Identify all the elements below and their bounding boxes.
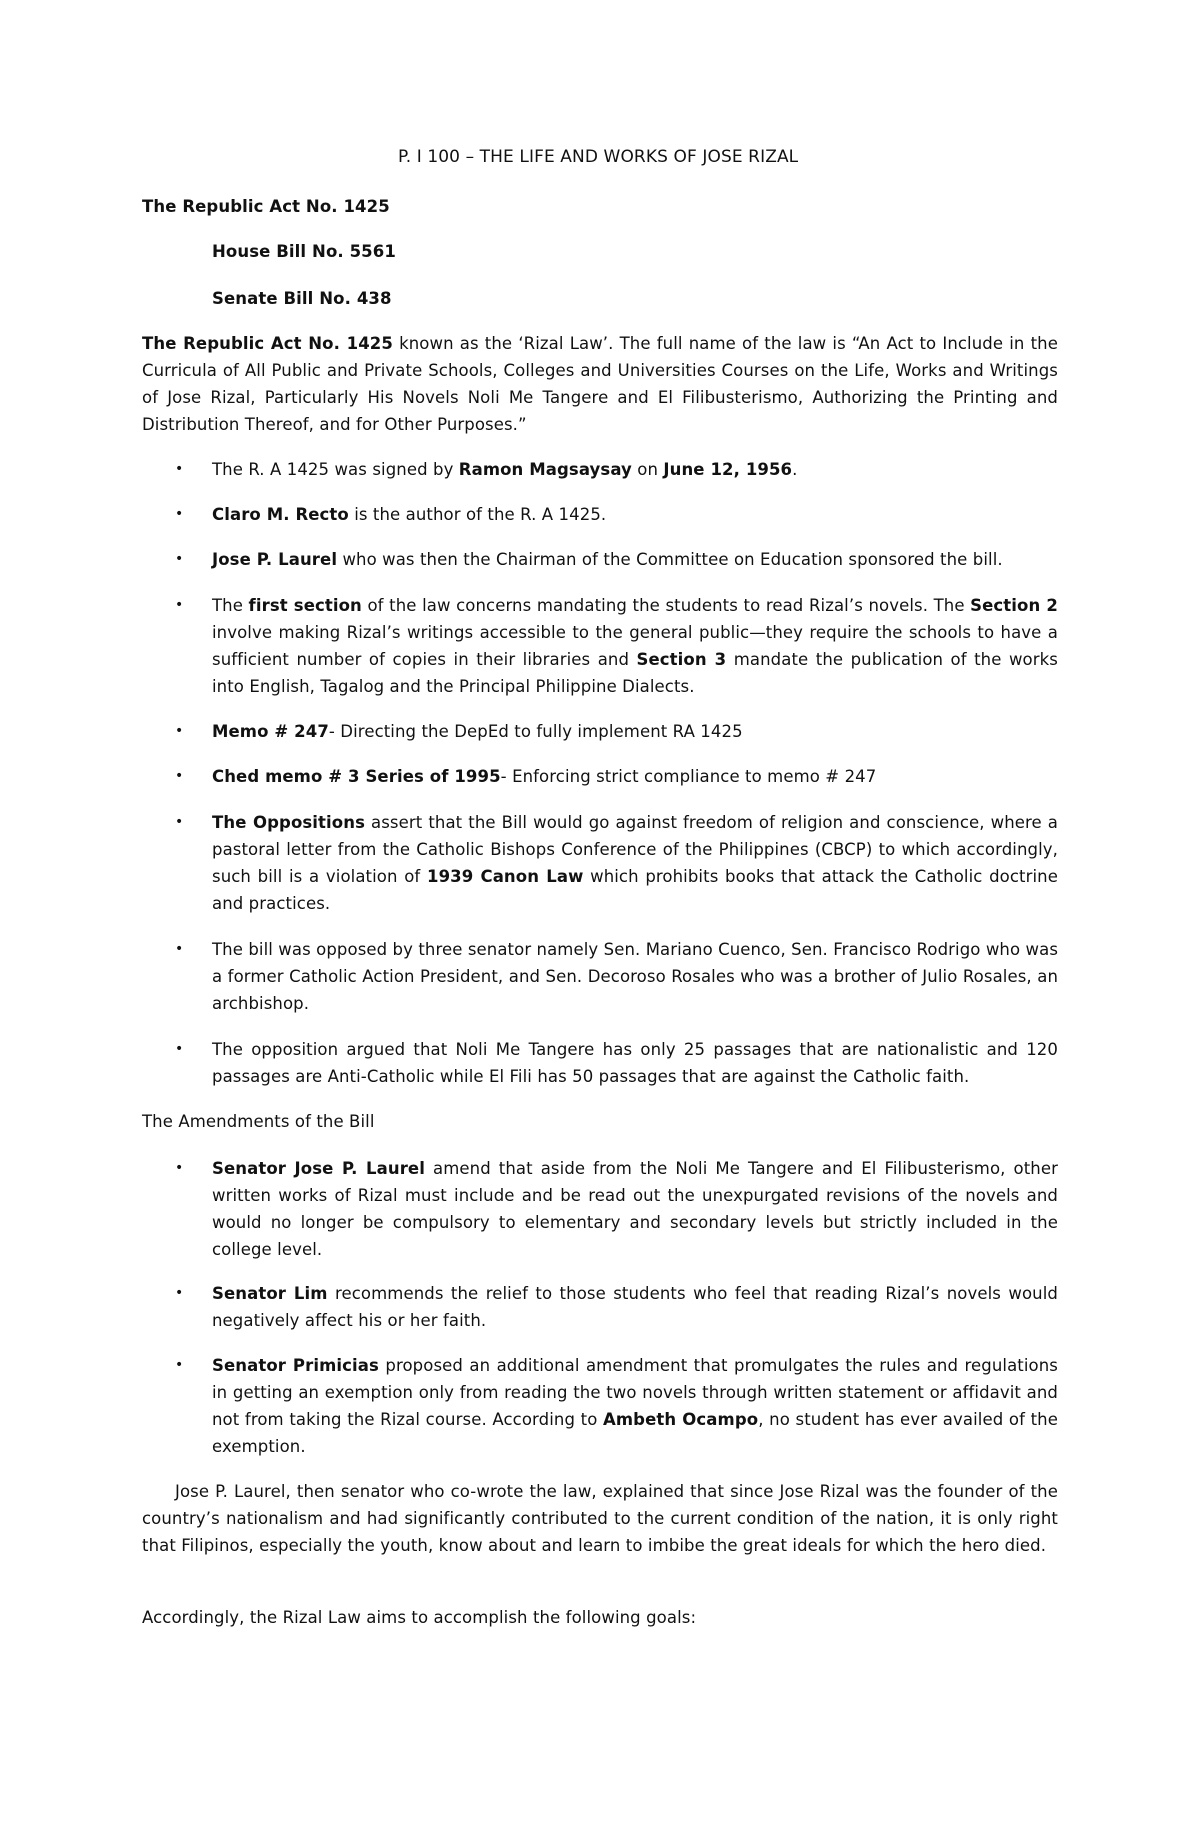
item-bold: The Oppositions <box>212 813 366 832</box>
item-bold: Senator Lim <box>212 1284 328 1303</box>
item-text: The R. A 1425 was signed by <box>212 460 459 479</box>
bullet-icon: • <box>175 723 184 739</box>
item-bold: Senator Jose P. Laurel <box>212 1159 425 1178</box>
item-text: which prohibits books that attack the Catholic doctrine and practices. <box>212 867 1058 913</box>
goals-paragraph: Accordingly, the Rizal Law aims to accomplish the following goals: <box>142 1608 697 1627</box>
item-text: involve making Rizal’s writings accessible to the general public—they require the schools to have a sufficient number of copies in their libraries and <box>212 623 1058 669</box>
item-text: amend that aside from the Noli Me Tangere and El Filibusterismo, other written works of Rizal must include and be read out the unexpurgated revisions of the novels and would no longer be compulsory to elementary and secondary levels but strictly included in the college level. <box>212 1159 1058 1259</box>
intro-bold-lead: The Republic Act No. 1425 <box>142 334 393 353</box>
list-item <box>142 936 1058 1017</box>
item-bold: Senator Primicias <box>212 1356 379 1375</box>
item-bold: Section 2 <box>970 596 1058 615</box>
list-item <box>142 501 1058 528</box>
bullet-icon: • <box>175 597 184 613</box>
list-item <box>142 456 1058 483</box>
bullet-icon: • <box>175 768 184 784</box>
item-bold: first section <box>248 596 362 615</box>
item-bold: Ched memo # 3 Series of 1995 <box>212 767 501 786</box>
item-text: on <box>631 460 664 479</box>
item-bold: Ambeth Ocampo <box>603 1410 759 1429</box>
item-text: - Directing the DepEd to fully implement RA 1425 <box>328 722 743 741</box>
bullet-icon: • <box>175 1041 184 1057</box>
item-text: recommends the relief to those students who feel that reading Rizal’s novels would negatively affect his or her faith. <box>212 1284 1058 1330</box>
page-title: P. I 100 – THE LIFE AND WORKS OF JOSE RIZAL <box>398 147 799 167</box>
list-item <box>142 1155 1058 1263</box>
intro-text: known as the ‘Rizal Law’. The full name of the law is “An Act to Include in the Curricula of All Public and Private Schools, Colleges and Universities Courses on the Life, Works and Writings of Jose Rizal, Particularly His Novels Noli Me Tangere and El Filibusterismo, Authorizing the Printing and Distribution Thereof, and for Other Purposes.” <box>142 334 1058 434</box>
bullet-icon: • <box>175 1285 184 1301</box>
bullet-icon: • <box>175 551 184 567</box>
list-item <box>142 1036 1058 1090</box>
item-text: The bill was opposed by three senator namely Sen. Mariano Cuenco, Sen. Francisco Rodrigo who was a former Catholic Action President, and Sen. Decoroso Rosales who was a brother of Julio Rosales, an archbishop. <box>212 940 1059 1013</box>
item-bold: June 12, 1956 <box>663 460 793 479</box>
item-bold: Jose P. Laurel <box>212 550 338 569</box>
item-bold: 1939 Canon Law <box>426 867 584 886</box>
item-text: The <box>212 596 249 615</box>
bullet-icon: • <box>175 814 184 830</box>
item-bold: Memo # 247 <box>212 722 329 741</box>
list-item <box>142 809 1058 917</box>
intro-paragraph <box>142 330 1058 438</box>
item-text: of the law concerns mandating the students to read Rizal’s novels. The <box>361 596 971 615</box>
list-item <box>142 1352 1058 1460</box>
item-text: , no student has ever availed of the exemption. <box>212 1410 1058 1456</box>
item-text: The opposition argued that Noli Me Tangere has only 25 passages that are nationalistic and 120 passages are Anti-Catholic while El Fili has 50 passages that are against the Catholic faith. <box>212 1040 1058 1086</box>
list-item <box>142 1280 1058 1334</box>
bullet-icon: • <box>175 1160 184 1176</box>
item-text: mandate the publication of the works into English, Tagalog and the Principal Philippine Dialects. <box>212 650 1058 696</box>
republic-act-heading: The Republic Act No. 1425 <box>142 197 390 216</box>
item-text: is the author of the R. A 1425. <box>348 505 607 524</box>
item-text: proposed an additional amendment that promulgates the rules and regulations in getting an exemption only from reading the two novels through written statement or affidavit and not from taking the Rizal course. According to <box>212 1356 1058 1429</box>
item-bold: Claro M. Recto <box>212 505 349 524</box>
item-text: who was then the Chairman of the Committee on Education sponsored the bill. <box>337 550 1003 569</box>
list-item <box>142 718 1058 745</box>
bullet-icon: • <box>175 1357 184 1373</box>
bullet-icon: • <box>175 461 184 477</box>
item-bold: Section 3 <box>636 650 727 669</box>
item-text: assert that the Bill would go against freedom of religion and conscience, where a pastoral letter from the Catholic Bishops Conference of the Philippines (CBCP) to which accordingly, such bill is a violation of <box>212 813 1058 886</box>
list-item <box>142 546 1058 573</box>
item-bold: Ramon Magsaysay <box>458 460 632 479</box>
list-item <box>142 763 1058 790</box>
senate-bill-heading: Senate Bill No. 438 <box>212 289 392 308</box>
house-bill-heading: House Bill No. 5561 <box>212 242 396 261</box>
amendments-heading: The Amendments of the Bill <box>142 1112 375 1131</box>
bullet-icon: • <box>175 506 184 522</box>
item-text: - Enforcing strict compliance to memo # 247 <box>500 767 877 786</box>
list-item <box>142 592 1058 700</box>
item-text: . <box>792 460 798 479</box>
bullet-icon: • <box>175 941 184 957</box>
laurel-paragraph: Jose P. Laurel, then senator who co-wrote the law, explained that since Jose Rizal was the founder of the country’s nationalism and had significantly contributed to the current condition of the nation, it is only right that Filipinos, especially the youth, know about and learn to imbibe the great ideals for which the hero died. <box>142 1482 1058 1555</box>
